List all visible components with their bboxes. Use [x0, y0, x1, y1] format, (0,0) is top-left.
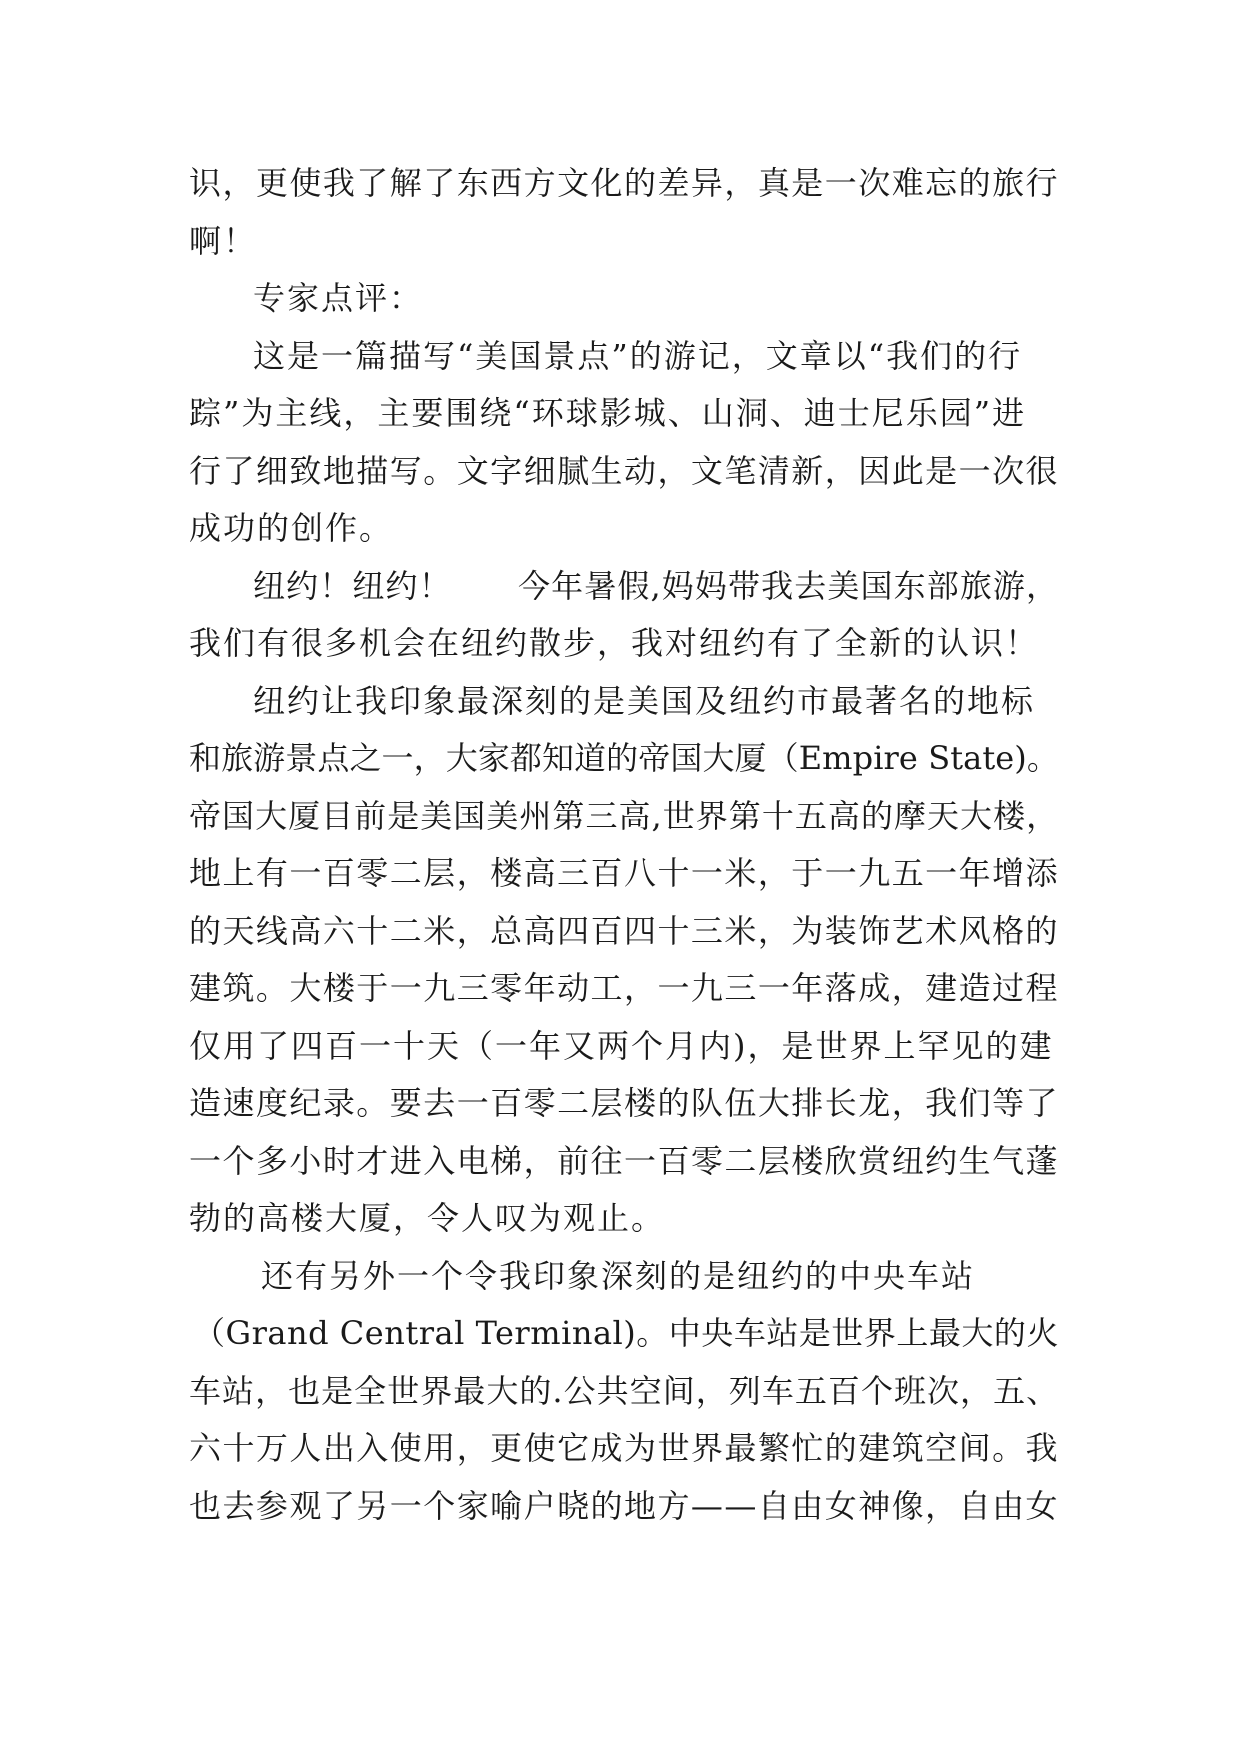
section-heading: 专家点评： — [253, 279, 424, 317]
text-line: 纽约让我印象最深刻的是美国及纽约市最著名的地标 — [253, 681, 1036, 720]
text-line: 啊！ — [189, 221, 258, 260]
text-line: 帝国大厦目前是美国美州第三高,世界第十五高的摩天大楼， — [189, 796, 1060, 835]
text-line: 车站，也是全世界最大的.公共空间，列车五百个班次，五、 — [189, 1371, 1060, 1410]
text-line: 勃的高楼大厦，令人叹为观止。 — [189, 1199, 666, 1237]
text-line: 识，更使我了解了东西方文化的差异，真是一次难忘的旅行 — [189, 164, 1060, 202]
text-line: 也去参观了另一个家喻户晓的地方——自由女神像，自由女 — [189, 1486, 1060, 1525]
text-line: 这是一篇描写“美国景点”的游记，文章以“我们的行 — [253, 336, 1023, 375]
text-line: 行了细致地描写。文字细腻生动，文笔清新，因此是一次很 — [189, 451, 1060, 490]
text-line: 建筑。大楼于一九三零年动工，一九三一年落成，建造过程 — [189, 969, 1060, 1007]
text-line: （Grand Central Terminal)。中央车站是世界上最大的火 — [193, 1314, 1059, 1352]
text-line: 纽约！纽约！ 今年暑假,妈妈带我去美国东部旅游， — [253, 566, 1060, 605]
text-line: 仅用了四百一十天（一年又两个月内)，是世界上罕见的建 — [189, 1026, 1054, 1065]
text-line: 一个多小时才进入电梯，前往一百零二层楼欣赏纽约生气蓬 — [189, 1141, 1060, 1180]
text-line: 我们有很多机会在纽约散步，我对纽约有了全新的认识！ — [189, 624, 1040, 662]
text-line: 造速度纪录。要去一百零二层楼的队伍大排长龙，我们等了 — [189, 1084, 1060, 1122]
text-line: 成功的创作。 — [189, 509, 394, 547]
text-line: 六十万人出入使用，更使它成为世界最繁忙的建筑空间。我 — [189, 1429, 1060, 1467]
text-line: 和旅游景点之一，大家都知道的帝国大厦（Empire State)。 — [189, 739, 1059, 777]
text-line: 还有另外一个令我印象深刻的是纽约的中央车站 — [261, 1256, 976, 1295]
text-line: 地上有一百零二层，楼高三百八十一米，于一九五一年增添 — [189, 854, 1060, 892]
text-line: 踪”为主线，主要围绕“环球影城、山洞、迪士尼乐园”进 — [189, 394, 1027, 432]
article-body — [189, 155, 1059, 1535]
text-line: 的天线高六十二米，总高四百四十三米，为装饰艺术风格的 — [189, 911, 1060, 950]
